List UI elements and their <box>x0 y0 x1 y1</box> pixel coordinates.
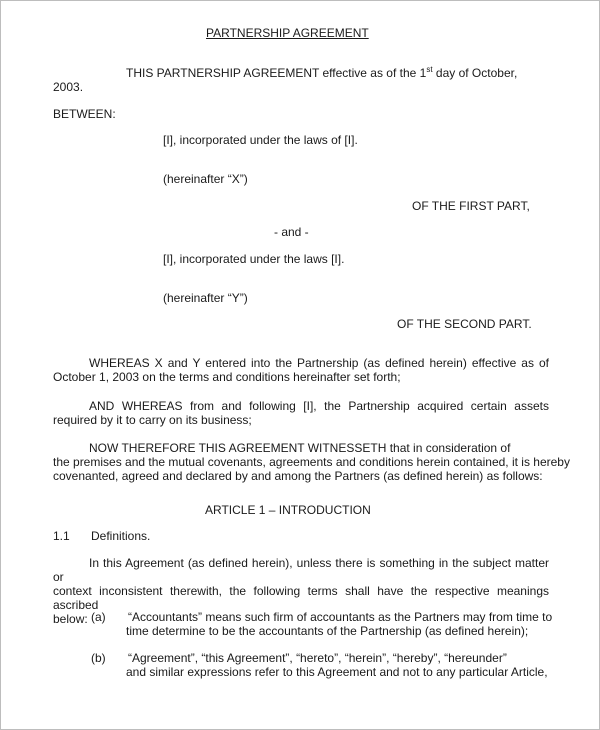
definition-label: (b) <box>91 651 106 665</box>
preamble-line-1 <box>126 66 517 80</box>
intro-line: In this Agreement (as defined herein), unless there is something in the subject matter or <box>53 556 549 584</box>
preamble-line-2: 2003. <box>53 80 84 94</box>
intro-line: below: <box>53 612 88 626</box>
definition-line: “Accountants” means such firm of accountants as the Partners may from time to <box>128 610 553 624</box>
and-separator: - and - <box>274 225 309 239</box>
recital-now-therefore-line-1: NOW THEREFORE THIS AGREEMENT WITNESSETH that in consideration of <box>89 441 511 455</box>
preamble-text-end: day of October, <box>432 66 518 80</box>
article-heading: ARTICLE 1 – INTRODUCTION <box>205 503 371 517</box>
party-x-incorporation: [I], incorporated under the laws of [I]. <box>163 133 358 147</box>
party-y-part: OF THE SECOND PART. <box>397 317 532 331</box>
recital-line: October 1, 2003 on the terms and conditions hereinafter set forth; <box>53 370 401 384</box>
section-number: 1.1 <box>53 529 70 543</box>
intro-line: context inconsistent therewith, the following terms shall have the respective meanings ascribed <box>53 584 549 612</box>
recital-line: required by it to carry on its business; <box>53 413 252 427</box>
definition-line: time determine to be the accountants of the Partnership (as defined herein); <box>126 624 529 638</box>
party-y-incorporation: [I], incorporated under the laws [I]. <box>163 252 345 266</box>
definition-label: (a) <box>91 610 106 624</box>
recital-line: WHEREAS X and Y entered into the Partnership (as defined herein) effective as of <box>89 356 549 370</box>
recital-line: AND WHEREAS from and following [I], the Partnership acquired certain assets <box>89 399 549 413</box>
party-x-hereinafter: (hereinafter “X”) <box>163 172 248 186</box>
document-title: PARTNERSHIP AGREEMENT <box>206 26 369 40</box>
ordinal-suffix: st <box>426 65 433 74</box>
recital-now-therefore-line-2: the premises and the mutual covenants, agreements and conditions herein contained, it is hereby <box>53 455 570 469</box>
section-title: Definitions. <box>91 529 151 543</box>
definition-line: “Agreement”, “this Agreement”, “hereto”, “herein”, “hereby”, “hereunder” <box>128 651 507 665</box>
definition-line: and similar expressions refer to this Agreement and not to any particular Article, <box>126 665 548 679</box>
recital-now-therefore-line-3: covenanted, agreed and declared by and among the Partners (as defined herein) as follows: <box>53 469 543 483</box>
preamble-text: THIS PARTNERSHIP AGREEMENT effective as of the 1 <box>126 66 427 80</box>
between-label: BETWEEN: <box>53 107 116 121</box>
recital-whereas <box>53 356 549 384</box>
party-x-part: OF THE FIRST PART, <box>412 199 530 213</box>
party-y-hereinafter: (hereinafter “Y”) <box>163 291 248 305</box>
recital-and-whereas <box>53 399 549 427</box>
